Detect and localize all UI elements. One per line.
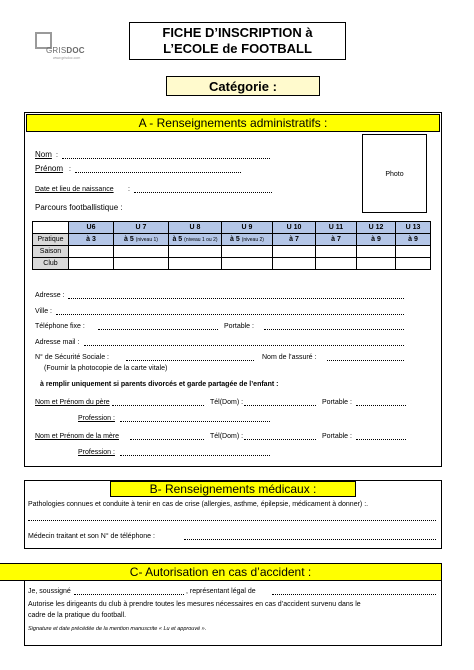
title-line2: L’ECOLE de FOOTBALL [163,41,312,56]
table-row [33,234,431,246]
pere-portable-label: Portable : [322,399,352,406]
table-cell[interactable] [273,258,316,270]
table-cell[interactable] [357,246,396,258]
table-cell[interactable] [222,246,273,258]
table-cell[interactable] [357,258,396,270]
table-cell[interactable] [396,246,431,258]
table-cell[interactable] [169,258,222,270]
pere-portable-field[interactable] [356,405,406,406]
secu-label: N° de Sécurité Sociale : [35,354,110,361]
adresse-field[interactable] [68,298,404,299]
table-cell[interactable] [169,246,222,258]
mere-profession-label: Profession : [78,449,115,456]
row-label-saison: Saison [33,246,69,258]
logo-part2: DOC [66,46,85,55]
mail-field[interactable] [84,345,404,346]
nom-label: Nom [35,150,52,159]
table-cell: à 9 [357,234,396,246]
tel-fixe-label: Téléphone fixe : [35,323,85,330]
parcours-label: Parcours footballistique : [35,203,123,212]
header-u7: U 7 [114,222,169,234]
section-b-title-text: B- Renseignements médicaux : [149,482,317,496]
table-cell[interactable] [69,258,114,270]
header-u9: U 9 [222,222,273,234]
header-u13: U 13 [396,222,431,234]
autorisation-line1: Autorise les dirigeants du club à prendre toutes les mesures nécessaires en cas d’accident survenu dans le [28,601,361,608]
table-cell: à 7 [273,234,316,246]
logo-tagline: www.grisdoc.com [53,56,81,60]
table-cell: à 7 [316,234,357,246]
mere-profession-field[interactable] [120,455,270,456]
title-line1: FICHE D’INSCRIPTION à [162,25,313,40]
soussigne-label: Je, soussigné [28,588,71,595]
pere-profession-label: Profession : [78,415,115,422]
table-cell[interactable] [69,246,114,258]
photo-label: Photo [385,171,404,178]
portable-label: Portable : [224,323,254,330]
secu-field[interactable] [126,360,254,361]
table-corner [33,222,69,234]
autorisation-line2: cadre de la pratique du football. [28,612,127,619]
header-u8: U 8 [169,222,222,234]
table-header-row [33,222,431,234]
parcours-table [32,221,431,270]
pathologies-label: Pathologies connues et conduite à tenir en cas de crise (allergies, asthme, épilepsie, médicament à donner) :. [28,501,369,508]
mere-tel-label: Tél(Dom) : [210,433,244,440]
grisdoc-logo [35,32,97,70]
portable-field[interactable] [264,329,404,330]
divorce-notice: à remplir uniquement si parents divorcés et garde partagée de l’enfant : [40,381,279,388]
table-cell: à 9 [396,234,431,246]
pere-tel-label: Tél(Dom) : [210,399,244,406]
mere-label: Nom et Prénom de la mère [35,433,120,440]
signature-note: Signature et date précédée de la mention manuscrite « Lu et approuvé ». [28,626,207,632]
mere-portable-field[interactable] [356,439,406,440]
pere-tel-field[interactable] [244,405,316,406]
table-cell: à 5 (niveau 1) [114,234,169,246]
secu-note: (Fournir la photocopie de la carte vitale) [44,365,168,372]
category-label: Catégorie : [209,79,277,94]
header-u11: U 11 [316,222,357,234]
row-label-club: Club [33,258,69,270]
logo-text [46,46,85,55]
prenom-colon: : [69,166,71,173]
adresse-label: Adresse : [35,292,65,299]
nom-colon: : [56,152,58,159]
table-cell[interactable] [114,246,169,258]
tel-fixe-field[interactable] [98,329,218,330]
dob-colon: : [128,186,130,193]
table-cell[interactable] [316,258,357,270]
table-row [33,246,431,258]
assure-field[interactable] [327,360,404,361]
prenom-label: Prénom [35,164,64,173]
ville-field[interactable] [56,314,404,315]
section-c-title [0,563,442,581]
section-c-title-text: C- Autorisation en cas d’accident : [129,565,312,579]
ville-label: Ville : [35,308,52,315]
pere-profession-field[interactable] [120,421,270,422]
nom-field[interactable] [62,158,270,159]
pathologies-field[interactable] [28,520,436,521]
section-a-title [26,114,440,132]
representant-field[interactable] [272,594,436,595]
representant-label: , représentant légal de [186,588,256,595]
table-cell[interactable] [273,246,316,258]
mere-field[interactable] [130,439,204,440]
mere-portable-label: Portable : [322,433,352,440]
section-b-title [110,481,356,497]
table-cell: à 5 (niveau 2) [222,234,273,246]
medecin-field[interactable] [184,539,436,540]
mere-tel-field[interactable] [244,439,316,440]
pere-field[interactable] [112,405,204,406]
row-label-pratique: Pratique [33,234,69,246]
photo-box[interactable] [362,134,427,213]
table-row [33,258,431,270]
table-cell: à 5 (niveau 1 ou 2) [169,234,222,246]
header-u6: U6 [69,222,114,234]
header-u10: U 10 [273,222,316,234]
prenom-field[interactable] [75,172,241,173]
form-title [129,22,346,60]
table-cell[interactable] [396,258,431,270]
table-cell[interactable] [222,258,273,270]
logo-part1: GRIS [46,46,67,55]
header-u12: U 12 [357,222,396,234]
medecin-label: Médecin traitant et son N° de téléphone : [28,533,155,540]
pere-label: Nom et Prénom du père [35,399,110,406]
mail-label: Adresse mail : [35,339,80,346]
category-box[interactable] [166,76,320,96]
dob-label: Date et lieu de naissance [35,186,114,193]
soussigne-field[interactable] [74,594,184,595]
table-cell: à 3 [69,234,114,246]
dob-field[interactable] [134,192,272,193]
table-cell[interactable] [114,258,169,270]
table-cell[interactable] [316,246,357,258]
section-a-title-text: A - Renseignements administratifs : [138,116,328,130]
assure-label: Nom de l’assuré : [262,354,317,361]
